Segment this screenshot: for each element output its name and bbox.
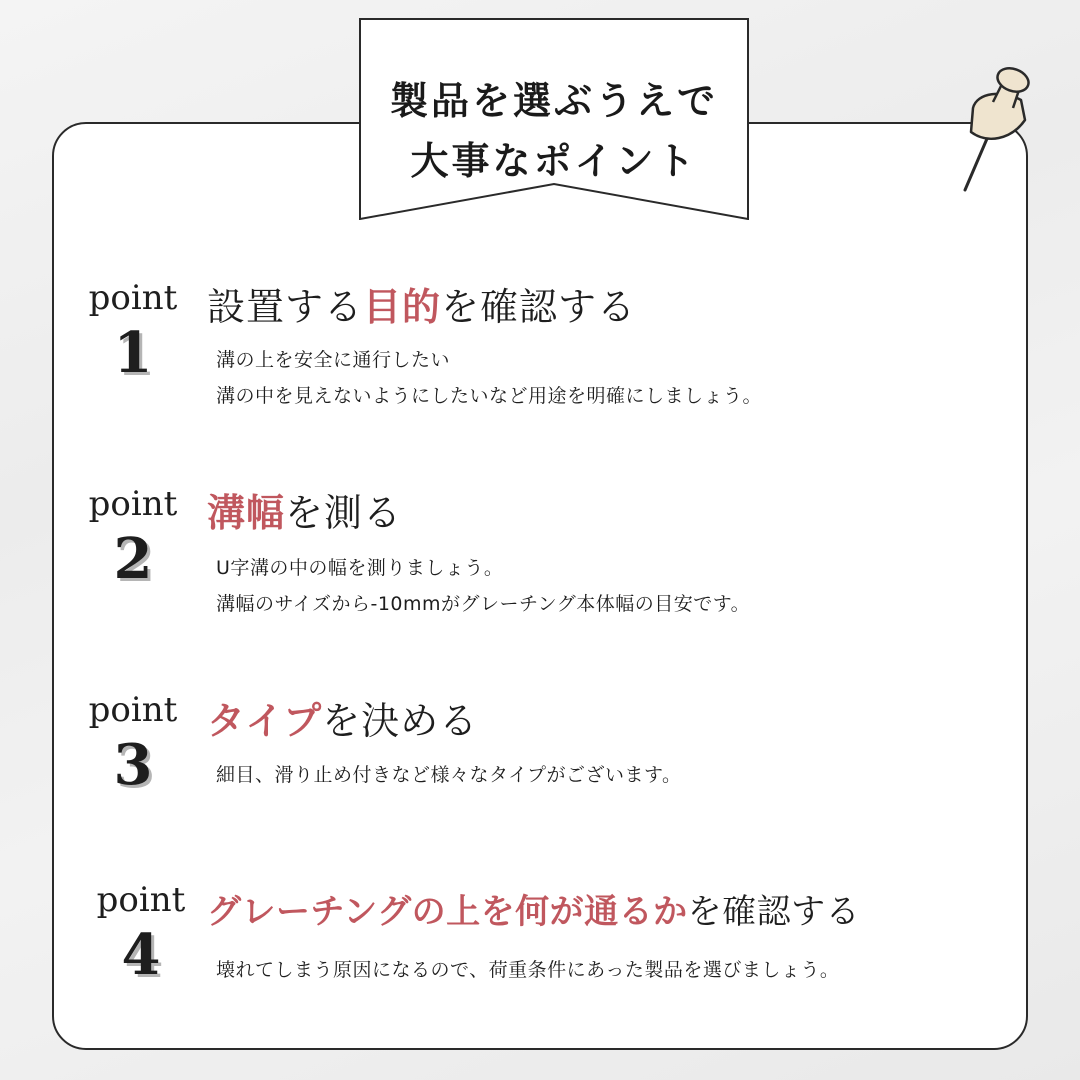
point-4-label: point: [96, 880, 186, 920]
point-1-label: point: [88, 278, 178, 318]
point-2-heading-highlight: 溝幅: [207, 491, 286, 535]
point-3-label: point: [88, 690, 178, 730]
point-1-heading-highlight: 目的: [363, 285, 442, 329]
point-2-number: 2: [113, 526, 153, 592]
pushpin-icon: [955, 62, 1035, 200]
point-4-heading-post: を確認する: [687, 892, 861, 932]
title-line-2: 大事なポイント: [410, 139, 698, 183]
point-3-heading-post: を決める: [322, 699, 479, 743]
point-3-desc-line-1: 細目、滑り止め付きなど様々なタイプがございます。: [216, 764, 682, 786]
point-1-heading-pre: 設置する: [207, 285, 364, 329]
point-3-number: 3: [113, 732, 153, 798]
point-1-desc-line-2: 溝の中を見えないようにしたいなど用途を明確にしましょう。: [216, 385, 763, 407]
point-2-heading: [207, 482, 402, 537]
point-4-description: [216, 952, 839, 988]
point-2-label: point: [88, 484, 178, 524]
point-2-desc-line-2: 溝幅のサイズから-10mmがグレーチング本体幅の目安です。: [216, 593, 751, 615]
point-1-heading: [207, 276, 636, 331]
point-2-description: [216, 550, 750, 622]
point-4-heading-highlight: グレーチングの上を何が通るか: [207, 892, 688, 932]
title-banner: [359, 18, 749, 220]
point-2-desc-line-1: U字溝の中の幅を測りましょう。: [216, 557, 504, 579]
point-2-heading-post: を測る: [285, 491, 403, 535]
point-3-heading-highlight: タイプ: [207, 699, 323, 743]
point-3-description: [216, 757, 682, 793]
point-4-desc-line-1: 壊れてしまう原因になるので、荷重条件にあった製品を選びましょう。: [216, 959, 840, 981]
point-1-number: 1: [113, 320, 153, 386]
point-4-number: 4: [121, 922, 161, 988]
point-1-desc-line-1: 溝の上を安全に通行したい: [216, 349, 451, 371]
point-1-heading-post: を確認する: [441, 285, 637, 329]
point-1-description: [216, 342, 762, 414]
title-line-1: 製品を選ぶうえで: [389, 79, 718, 123]
point-4-heading: [207, 884, 860, 933]
point-3-heading: [207, 690, 478, 745]
